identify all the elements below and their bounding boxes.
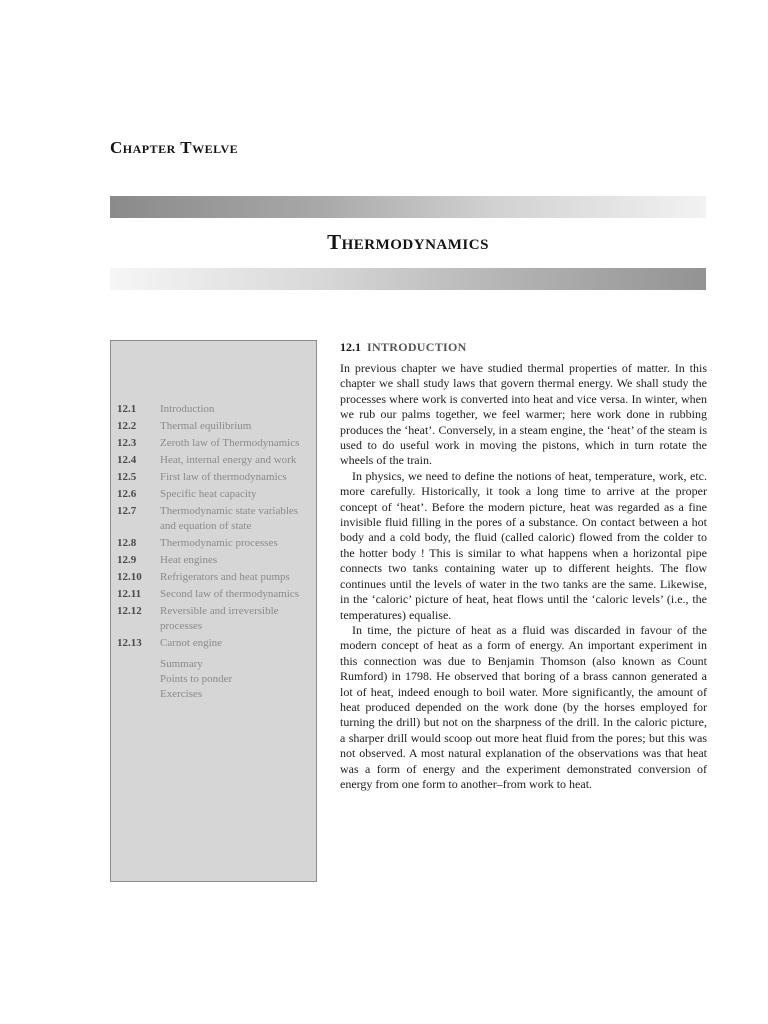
toc-item-number: 12.9 (117, 554, 137, 566)
chapter-title: Thermodynamics (327, 230, 489, 254)
toc-item (117, 536, 310, 551)
toc-item (117, 436, 310, 451)
toc-item-title: Carnot engine (160, 637, 223, 649)
toc-extras (117, 657, 310, 702)
chapter-label: Chapter Twelve (110, 138, 239, 157)
toc-item-title: Zeroth law of Thermodynamics (160, 437, 300, 449)
toc-item-title: First law of thermodynamics (160, 471, 287, 483)
toc-item-number: 12.1 (117, 403, 137, 415)
paragraph: In physics, we need to define the notions of heat, temperature, work, etc. more carefully. Historically, it took a long time to arrive at the proper concept of ‘heat’. Before the modern picture, heat was regarded as a fine invisible fluid filling in the pores of a substance. On contact between a hot body and a cold body, the fluid (called caloric) flowed from the colder to the hotter body ! This is similar to what happens when a horizontal pipe connects two tanks containing water up to different heights. The flow continues until the levels of water in the two tanks are the same. Likewise, in the ‘caloric’ picture of heat, heat flows until the ‘caloric levels’ (i.e., the temperatures) equalise. (340, 468, 707, 622)
toc-item-title: Refrigerators and heat pumps (160, 571, 290, 583)
section-heading (340, 340, 707, 355)
section-number: 12.1 (340, 340, 361, 354)
toc-item-number: 12.10 (117, 571, 142, 583)
toc-item (117, 419, 310, 434)
toc-item-title: Reversible and irreversible processes (160, 605, 279, 632)
toc-item-number: 12.4 (117, 454, 137, 466)
toc-item (117, 587, 310, 602)
toc-item-number: 12.13 (117, 637, 142, 649)
toc-list (117, 402, 310, 651)
decorative-band-bottom (110, 268, 706, 290)
decorative-band-top (110, 196, 706, 218)
toc-item-title: Second law of thermodynamics (160, 588, 299, 600)
toc-item-title: Specific heat capacity (160, 488, 257, 500)
toc-extra-item: Exercises (160, 688, 203, 700)
toc-item (117, 402, 310, 417)
chapter-contents-box (110, 340, 317, 882)
toc-item (117, 470, 310, 485)
toc-item-title: Introduction (160, 403, 215, 415)
toc-item-number: 12.2 (117, 420, 137, 432)
toc-item-number: 12.12 (117, 605, 142, 617)
toc-item-title: Heat, internal energy and work (160, 454, 297, 466)
toc-item (117, 553, 310, 568)
toc-item-number: 12.3 (117, 437, 137, 449)
toc-item (117, 604, 310, 634)
toc-item (117, 636, 310, 651)
paragraph: In previous chapter we have studied thermal properties of matter. In this chapter we shall study laws that govern thermal energy. We shall study the processes where work is converted into heat and vice versa. In winter, when we rub our palms together, we feel warmer; here work done in rubbing produces the ‘heat’. Conversely, in a steam engine, the ‘heat’ of the steam is used to do useful work in moving the pistons, which in turn rotate the wheels of the train. (340, 361, 707, 468)
toc-item-title: Thermodynamic processes (160, 537, 278, 549)
toc-item-number: 12.8 (117, 537, 137, 549)
toc-extra-item: Summary (160, 658, 203, 670)
toc-item (117, 504, 310, 534)
toc-extra-item: Points to ponder (160, 673, 233, 685)
main-content (340, 340, 707, 792)
toc-item-title: Thermodynamic state variables and equation of state (160, 505, 299, 532)
toc-item-number: 12.5 (117, 471, 137, 483)
toc-item-title: Thermal equilibrium (160, 420, 252, 432)
toc-item-title: Heat engines (160, 554, 218, 566)
toc-item (117, 453, 310, 468)
section-title: INTRODUCTION (367, 340, 467, 354)
paragraph: In time, the picture of heat as a fluid was discarded in favour of the modern concept of heat as a form of energy. An important experiment in this connection was due to Benjamin Thomson (also known as Count Rumford) in 1798. He observed that boring of a brass cannon generated a lot of heat, indeed enough to boil water. More significantly, the amount of heat produced depended on the work done (by the horses employed for turning the drill) but not on the sharpness of the drill. In the caloric picture, a sharper drill would scoop out more heat fluid from the pores; but this was not observed. A most natural explanation of the observations was that heat was a form of energy and the experiment demonstrated conversion of energy from one form to another–from work to heat. (340, 622, 707, 791)
toc-item-number: 12.6 (117, 488, 137, 500)
toc-item (117, 487, 310, 502)
toc-item-number: 12.7 (117, 505, 137, 517)
toc-item (117, 570, 310, 585)
toc-item-number: 12.11 (117, 588, 142, 600)
